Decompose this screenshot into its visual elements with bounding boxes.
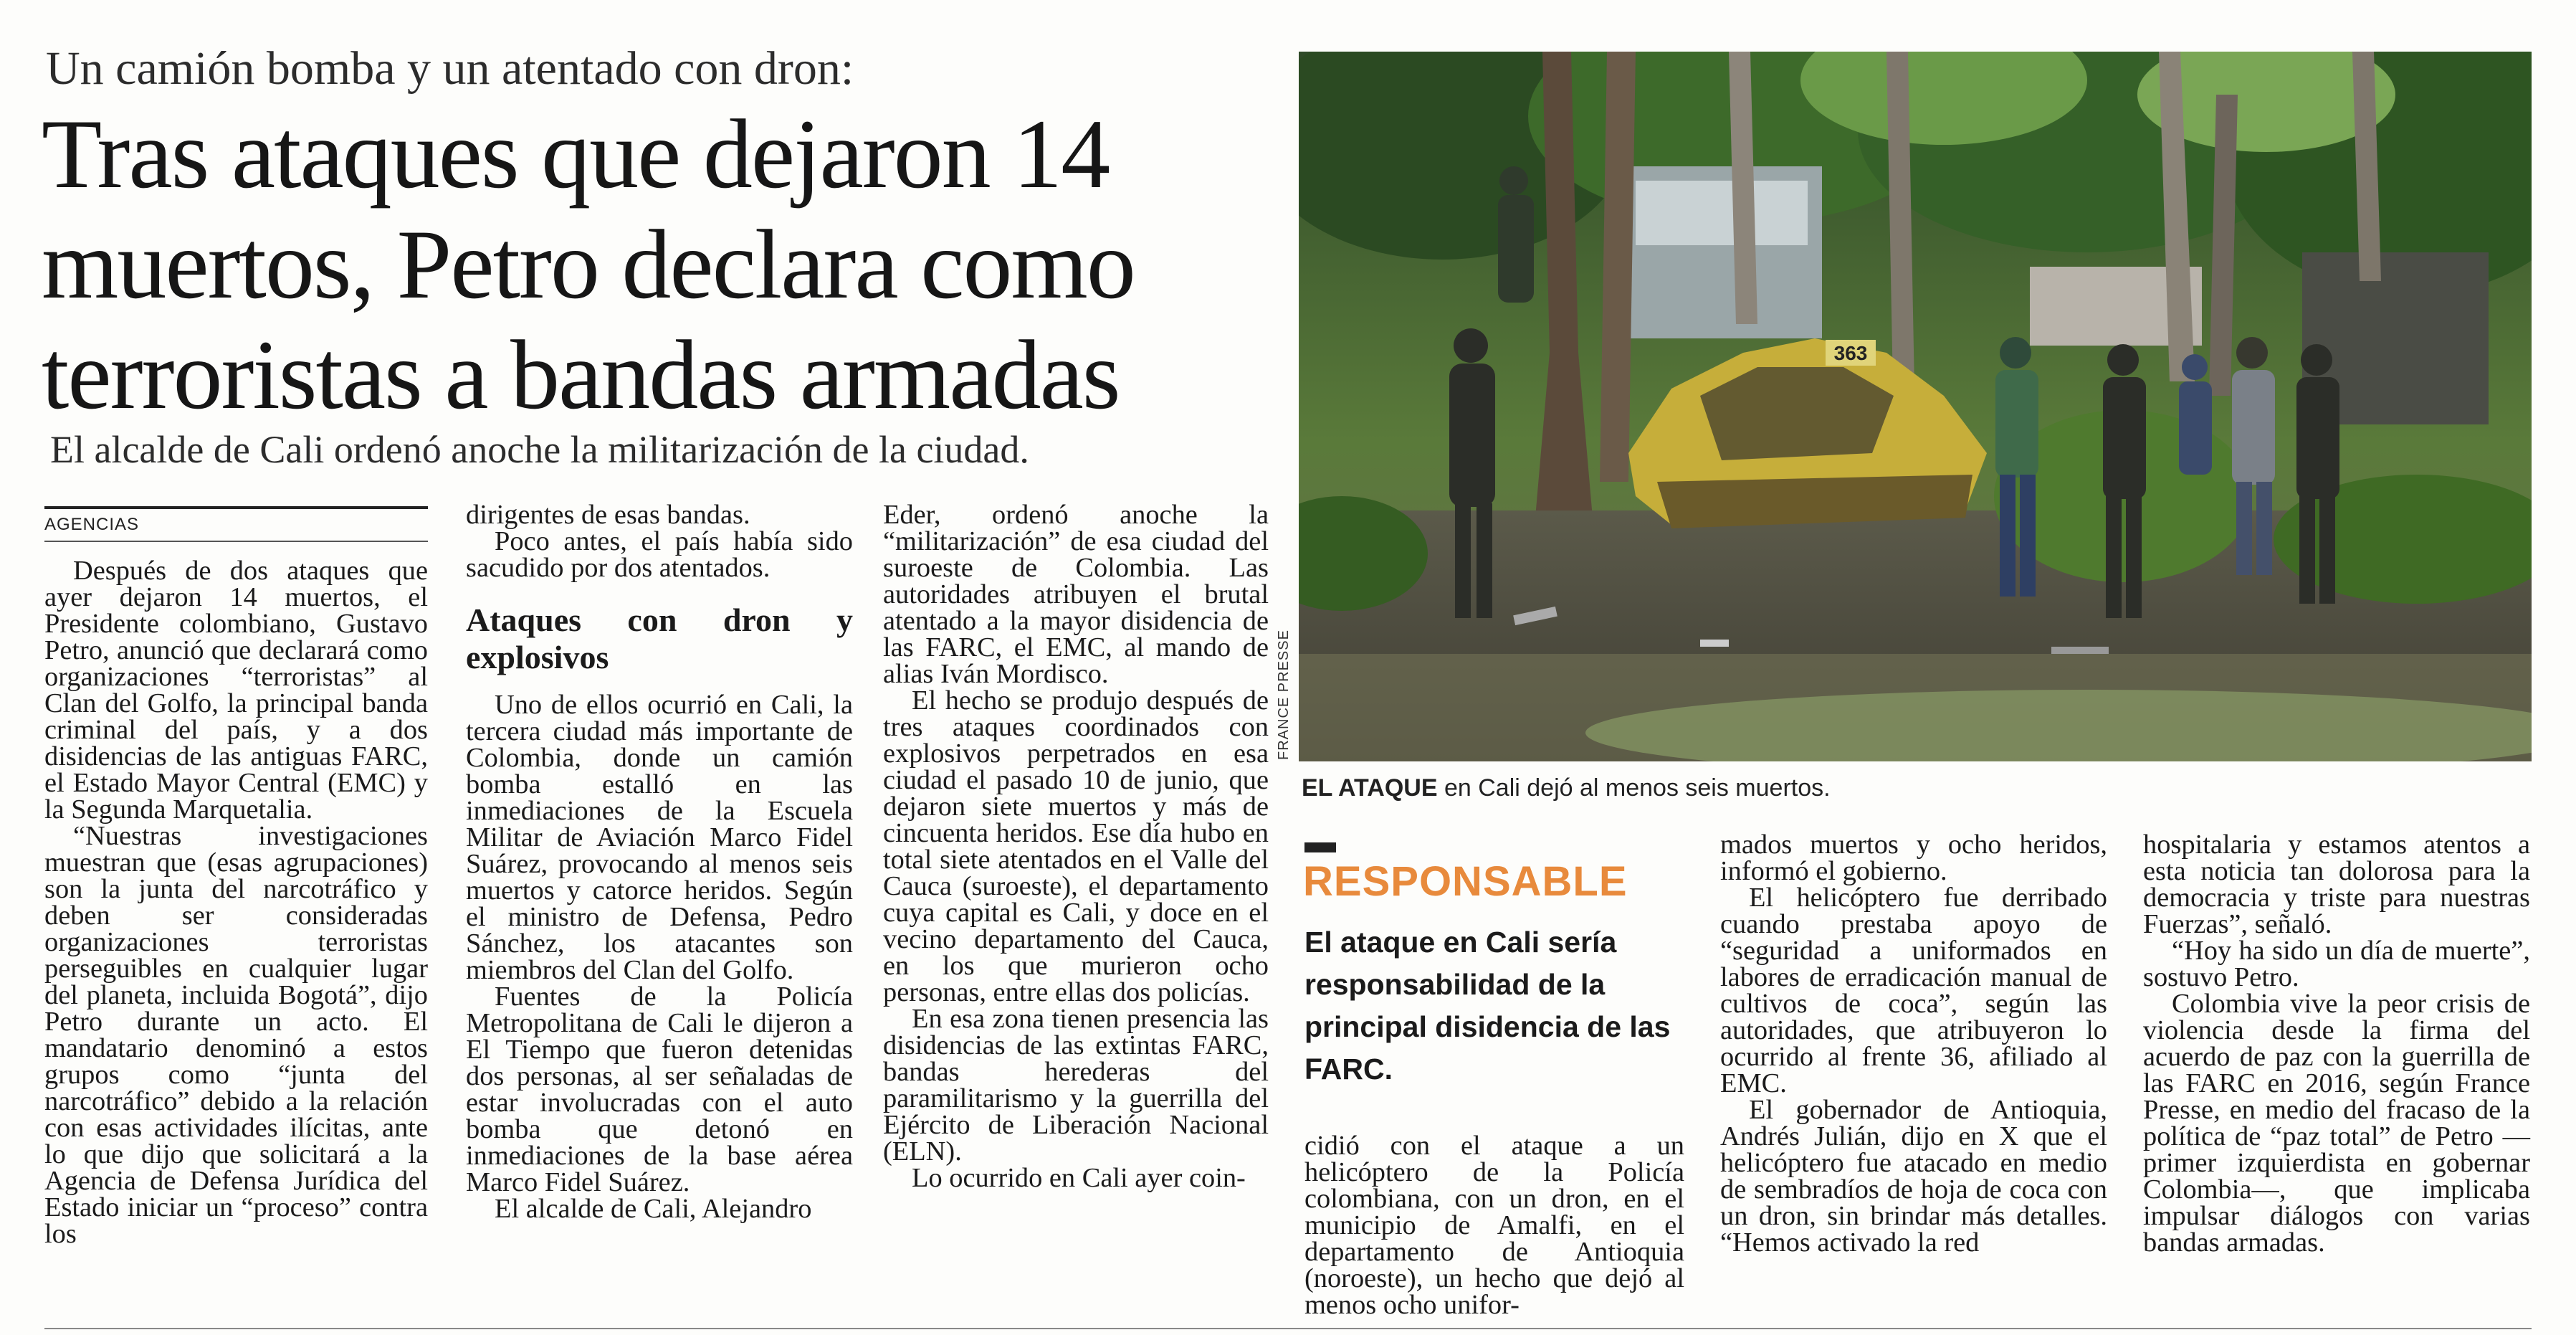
paragraph: cidió con el ataque a un helicóptero de la Policía colombiana, con un dron, en el municipio de Amalfi, en el departamento de Antioquia (noroeste), un hecho que dejó al menos ocho unifor- (1304, 1131, 1684, 1320)
paragraph: “Hoy ha sido un día de muerte”, sostuvo Petro. (2143, 936, 2530, 992)
responsable-text: El ataque en Cali sería responsabilidad de la principal disidencia de las FARC. (1304, 926, 1671, 1085)
column-4 (1304, 1133, 1684, 1319)
section-subhead: Ataques con dron y explosivos (466, 602, 853, 675)
paragraph: Poco antes, el país había sido sacudido por dos atentados. (466, 526, 853, 583)
paragraph: Uno de ellos ocurrió en Cali, la tercera ciudad más importante de Colombia, donde un camión bomba estalló en las inmediaciones de la Escuela Militar de Aviación Marco Fidel Suárez, provocando al menos seis muertos y catorce heridos. Según el ministro de Defensa, Pedro Sánchez, los atacantes son miembros del Clan del Golfo. (466, 690, 853, 985)
paragraph: hospitalaria y estamos atentos a esta noticia tan dolorosa para la democracia y triste para nuestras Fuerzas”, señaló. (2143, 830, 2530, 939)
footer-rule (44, 1328, 2532, 1329)
paragraph: El gobernador de Antioquia, Andrés Julián, dijo en X que el helicóptero fue atacado en medio de sembradíos de hoja de coca con un dron, sin brindar más detalles. “Hemos activado la red (1720, 1095, 2107, 1258)
paragraph: mados muertos y ocho heridos, informó el gobierno. (1720, 830, 2107, 886)
column-6 (2143, 832, 2530, 1256)
responsable-label: RESPONSABLE (1303, 858, 1628, 905)
paragraph: El hecho se produjo después de tres ataques coordinados con explosivos perpetrados en esa ciudad el pasado 10 de junio, que dejaron siete muertos y más de cincuenta heridos. Ese día hubo en total siete atentados en el Valle del Cauca (suroeste), el departamento cuya capital es Cali, y doce en el vecino departamento del Cauca, en los que murieron ocho personas, entre ellas dos policías. (883, 685, 1269, 1007)
article-subhead: El alcalde de Cali ordenó anoche la militarización de la ciudad. (50, 428, 1029, 471)
caption-text: en Cali dejó al menos seis muertos. (1437, 774, 1831, 802)
attack-scene-image (1299, 52, 2532, 761)
caption-lead: EL ATAQUE (1302, 774, 1438, 802)
column-3 (883, 502, 1269, 1192)
paragraph: Eder, ordenó anoche la “militarización” de esa ciudad del suroeste de Colombia. Las autoridades atribuyen el brutal atentado a la mayor disidencia de las FARC, el EMC, al mando de alias Iván Mordisco. (883, 500, 1269, 689)
paragraph: Fuentes de la Policía Metropolitana de Cali le dijeron a El Tiempo que fueron detenidas dos personas, al ser señaladas de estar involucradas con el auto bomba que detonó en inmediaciones de la base aérea Marco Fidel Suárez. (466, 982, 853, 1197)
article-kicker: Un camión bomba y un atentado con dron: (46, 42, 854, 95)
column-5 (1720, 832, 2107, 1256)
news-photo (1299, 52, 2532, 761)
paragraph: En esa zona tienen presencia las disidencias de las extintas FARC, bandas herederas del paramilitarismo y la guerrilla del Ejército de Liberación Nacional (ELN). (883, 1004, 1269, 1167)
column-2 (466, 502, 853, 1222)
article-headline: Tras ataques que dejaron 14 muertos, Petro declara como terroristas a bandas armadas (42, 99, 1135, 429)
paragraph: El alcalde de Cali, Alejandro (495, 1194, 812, 1224)
paragraph: “Nuestras investigaciones muestran que (esas agrupaciones) son la junta del narcotráfico y deben ser consideradas organizaciones terroristas perseguibles en cualquier lugar del planeta, incluida Bogotá”, dijo Petro durante un acto. El mandatario denominó a estos grupos como “junta del narcotráfico” debido a la relación con esas actividades ilícitas, ante lo que dijo que solicitará a la Agencia de Defensa Jurídica del Estado iniciar un “proceso” contra los (44, 821, 428, 1249)
responsable-bar (1304, 842, 1336, 852)
taxi-number: 363 (1833, 342, 1868, 364)
photo-caption (1302, 774, 1831, 802)
paragraph: Lo ocurrido en Cali ayer coin- (912, 1163, 1246, 1193)
paragraph: Colombia vive la peor crisis de violencia desde la firma del acuerdo de paz con la guerrilla de las FARC en 2016, según France Presse, en medio del fracaso de la política de “paz total” de Petro —primer izquierdista en gobernar Colombia—, que implicaba impulsar diálogos con varias bandas armadas. (2143, 989, 2530, 1258)
paragraph: El helicóptero fue derribado cuando prestaba apoyo de “seguridad a uniformados en labores de erradicación manual de cultivos de coca”, según las autoridades, que atribuyeron lo ocurrido al frente 36, afiliado al EMC. (1720, 883, 2107, 1098)
column-1 (44, 558, 428, 1248)
section-tag: AGENCIAS (44, 506, 428, 542)
paragraph: dirigentes de esas bandas. (466, 500, 750, 530)
paragraph: Después de dos ataques que ayer dejaron 14 muertos, el Presidente colombiano, Gustavo Petro, anunció que declarará como organizaciones “terroristas” al Clan del Golfo, la principal banda criminal del país, y a dos disidencias de las antiguas FARC, el Estado Mayor Central (EMC) y la Segunda Marquetalia. (44, 556, 428, 825)
photo-credit: FRANCE PRESSE (1276, 630, 1292, 760)
